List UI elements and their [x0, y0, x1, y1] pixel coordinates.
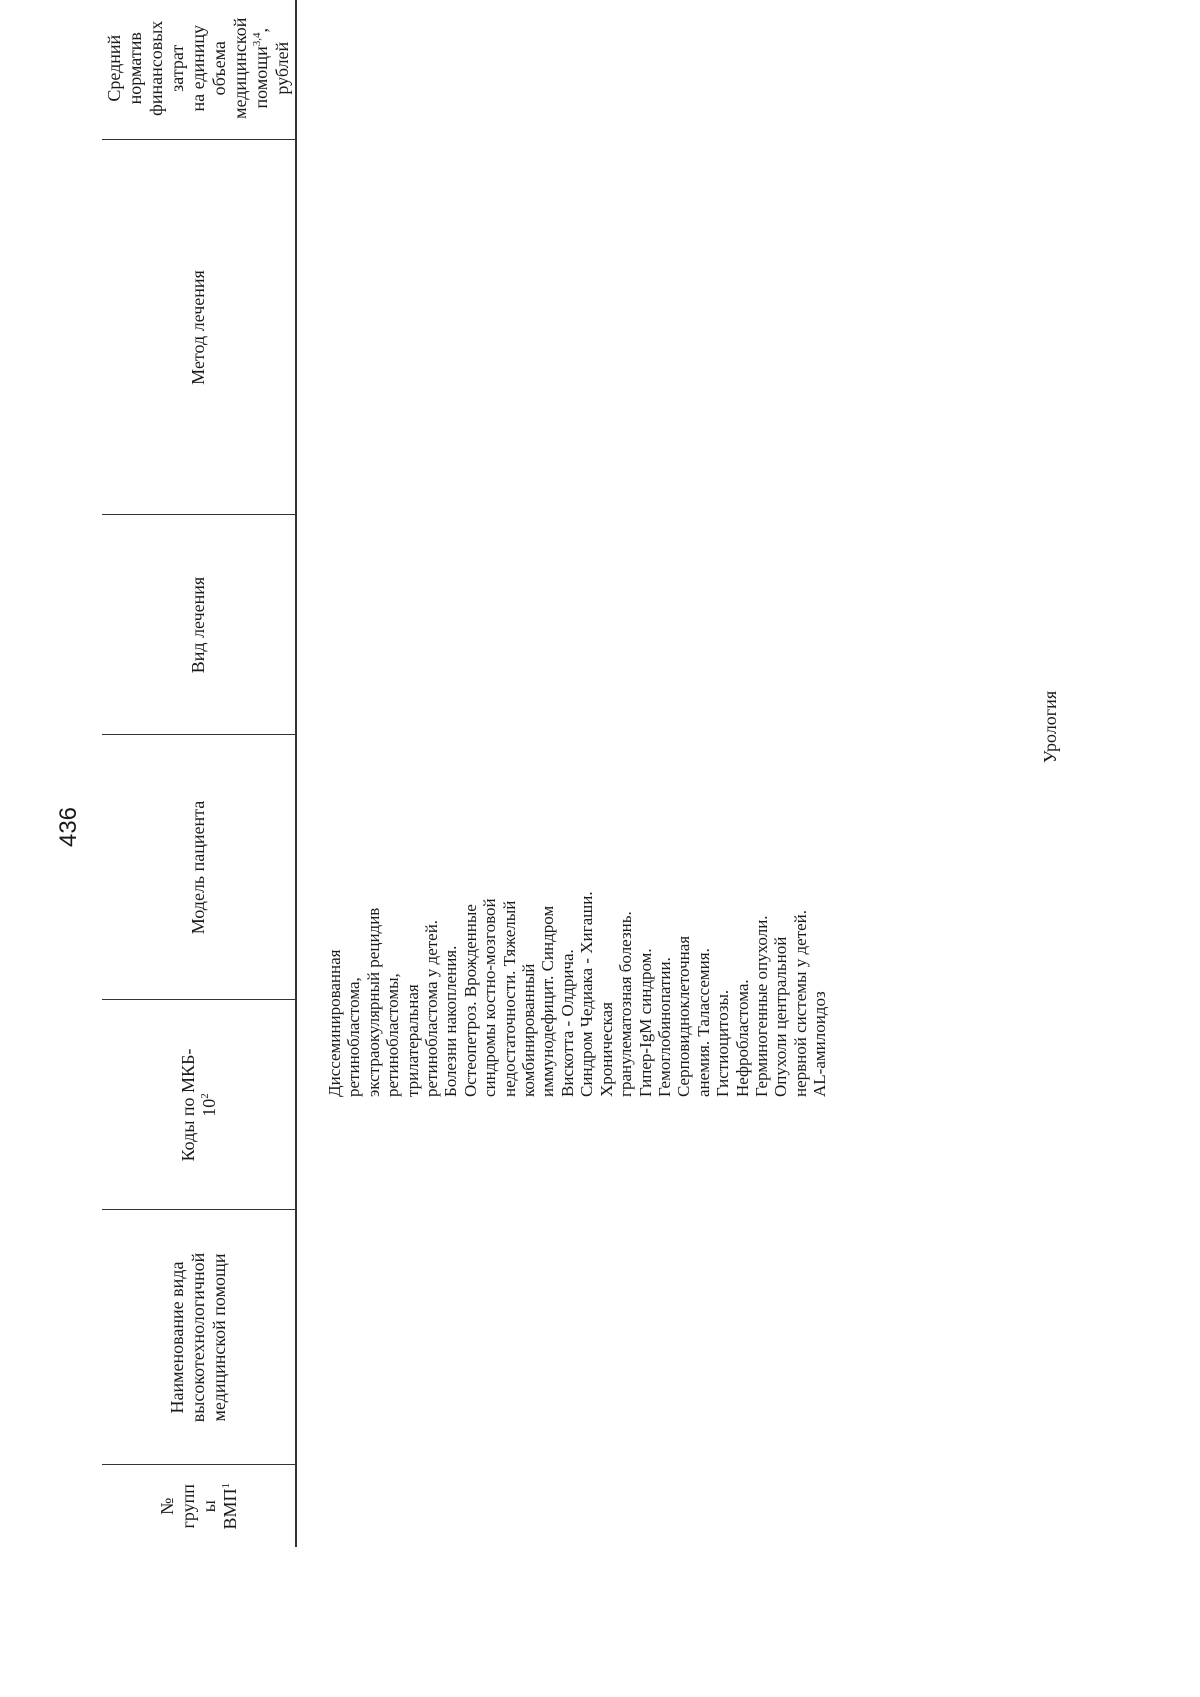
- text-line: Нефробластома.: [732, 979, 752, 1097]
- text-line: ретинобластома у детей.: [422, 919, 442, 1097]
- text-line: Серповидноклеточная: [674, 935, 694, 1097]
- column-care-type-name: Наименование вида высокотехнологичной медицинской помощи: [102, 1210, 296, 1465]
- column-patient-model: Модель пациента: [102, 735, 296, 1000]
- column-treatment-type: Вид лечения: [102, 515, 296, 735]
- text-line: недостаточности. Тяжелый: [499, 900, 519, 1097]
- text-line: Гипер-IgM синдром.: [635, 948, 655, 1097]
- text-line: Вискотта - Олдрича.: [557, 949, 577, 1097]
- text-line: нервной системы у детей.: [790, 910, 810, 1097]
- text-line: комбинированный: [519, 963, 539, 1097]
- text-line: Гистиоцитозы.: [713, 989, 733, 1097]
- text-line: Опухоли центральной: [771, 936, 791, 1097]
- page-number: 436: [55, 806, 82, 848]
- text-line: гранулематозная болезнь.: [616, 911, 636, 1097]
- column-treatment-method: Метод лечения: [102, 140, 296, 515]
- text-line: синдромы костно-мозговой: [480, 898, 500, 1097]
- text-line: ретинобластома,: [344, 977, 364, 1097]
- column-group-number: № групп ы ВМП$^1$: [102, 1465, 296, 1547]
- patient-model-text: [325, 817, 830, 1097]
- text-line: AL-амилоидоз: [810, 991, 830, 1097]
- text-line: трилатеральная: [402, 984, 422, 1097]
- text-line: иммунодефицит. Синдром: [538, 905, 558, 1097]
- text-line: ретинобластомы,: [383, 973, 403, 1097]
- text-line: Диссеминированная: [325, 949, 344, 1097]
- text-line: Хроническая: [596, 1002, 616, 1097]
- text-line: Остеопетроз. Врожденные: [460, 904, 480, 1097]
- text-line: анемия. Талассемия.: [693, 948, 713, 1097]
- section-heading: Урология: [1040, 690, 1060, 764]
- column-average-cost: Средний норматив финансовых затрат на единицу объема медицинской помощи$^{3,4}$, рублей: [102, 0, 296, 140]
- text-line: экстраокулярный рецидив: [363, 907, 383, 1097]
- header-table: [102, 0, 297, 1547]
- text-line: Болезни накопления.: [441, 945, 461, 1097]
- text-line: Герминогенные опухоли.: [751, 915, 771, 1097]
- text-line: Гемоглобинопатии.: [654, 957, 674, 1097]
- text-line: Синдром Чедиака - Хигаши.: [577, 891, 597, 1097]
- column-icd-codes: Коды по МКБ- $10^2$: [102, 1000, 296, 1210]
